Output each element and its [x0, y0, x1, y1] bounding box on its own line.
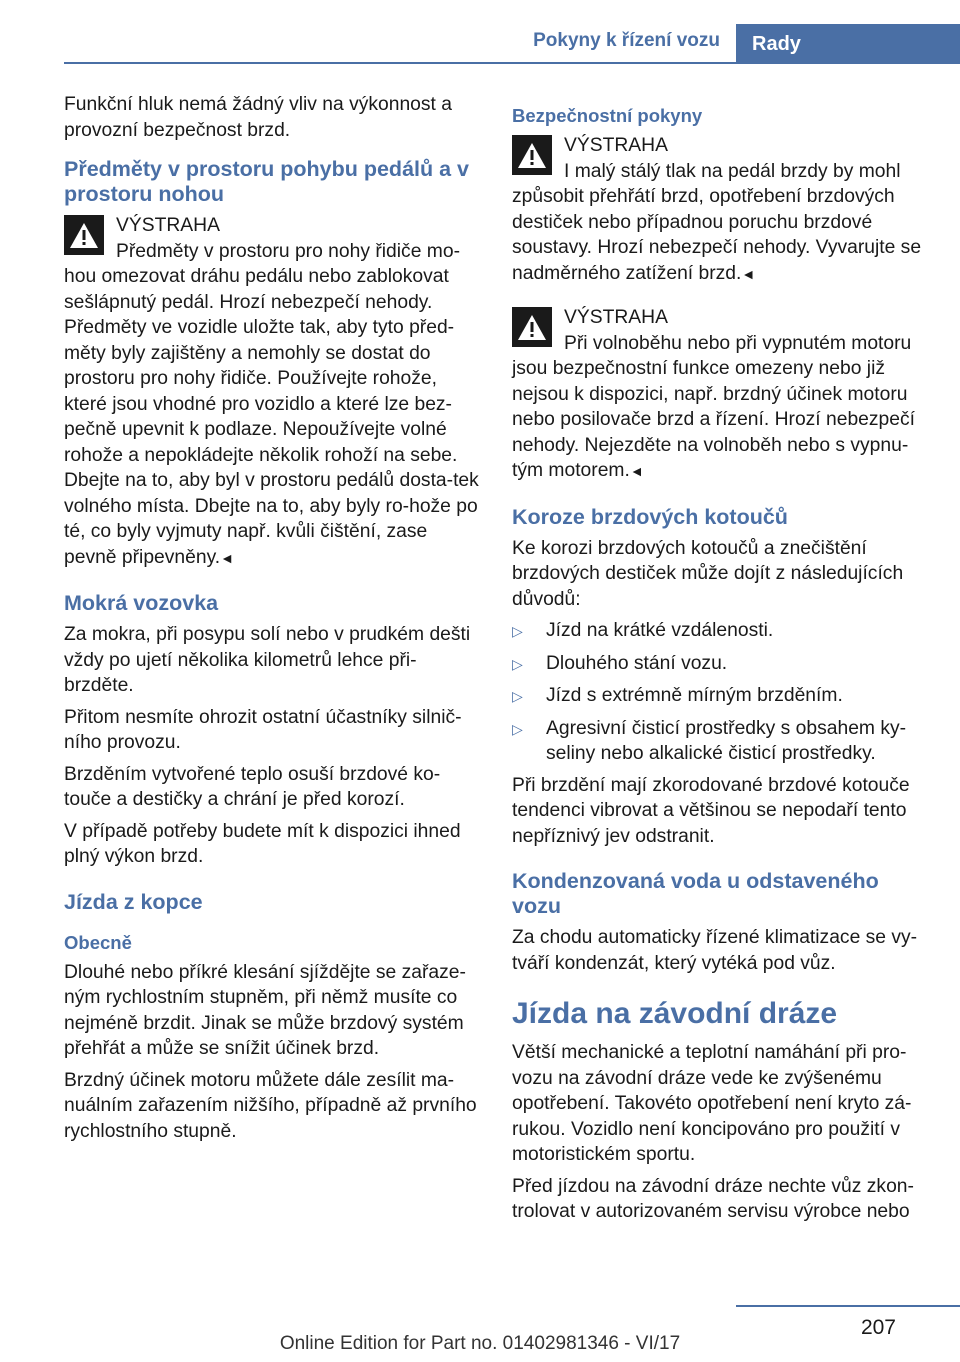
- list-item-text: Agresivní čisticí prostředky s obsahem ky‐seliny nebo alkalické čisticí prostředky.: [546, 717, 907, 764]
- bullet-triangle-icon: ▷: [512, 655, 523, 672]
- koroze-list: [512, 618, 930, 767]
- paragraph: Dlouhé nebo příkré klesání sjíždějte se zařaze‐ným rychlostním stupněm, při němž musíte co nejméně brzdit. Jinak se může brzdový systém přehřát a může se snížit účinek brzd.: [64, 961, 466, 1059]
- warning-text-first-line: Předměty v prostoru pro nohy řidiče mo‐: [116, 240, 460, 262]
- subheading-bezpecnostni-pokyny: Bezpečnostní pokyny: [512, 105, 703, 126]
- heading-predmety: Předměty v prostoru pohybu pedálů a v prostoru nohou: [64, 157, 469, 206]
- edition-footer: Online Edition for Part no. 01402981346 - VI/17: [279, 1333, 681, 1354]
- paragraph: Ke korozi brzdových kotoučů a znečištění brzdových destiček může dojít z následujících důvodů:: [512, 537, 904, 610]
- warning-block-1: [64, 213, 479, 571]
- paragraph: Při brzdění mají zkorodované brzdové kotouče tendenci vibrovat a většinou se nepodaří tento nepříznivý jev odstranit.: [512, 774, 910, 847]
- footer-rule: [736, 1305, 960, 1307]
- warning-triangle-icon: [64, 215, 104, 255]
- warning-text: jsou bezpečnostní funkce omezeny nebo již nejsou k dispozici, např. brzdný účinek motoru nebo posilovače brzd a řízení. Hrozí nebezpečí nehody. Nejezděte na volnoběh nebo s vypnu‐tým motorem.: [512, 358, 915, 481]
- intro-paragraph: Funkční hluk nemá žádný vliv na výkonnost a provozní bezpečnost brzd.: [64, 94, 452, 141]
- heading-mokra-vozovka: Mokrá vozovka: [64, 591, 219, 615]
- right-column: [512, 104, 930, 1231]
- list-item-text: Jízd s extrémně mírným brzděním.: [546, 685, 843, 706]
- list-item: [512, 618, 930, 645]
- paragraph: Brzděním vytvořené teplo osuší brzdové ko‐touče a destičky a chrání je před korozí.: [64, 763, 441, 810]
- end-mark: ◄: [741, 265, 756, 282]
- paragraph: V případě potřeby budete mít k dispozici ihned plný výkon brzd.: [64, 820, 461, 867]
- warning-block-2: [512, 133, 930, 287]
- paragraph: Za mokra, při posypu solí nebo v prudkém dešti vždy po ujetí několika kilometrů lehce při‐brzděte.: [64, 624, 471, 696]
- paragraph: Za chodu automaticky řízené klimatizace se vy‐tváří kondenzát, který vytéká pod vůz.: [512, 927, 918, 974]
- page-number: 207: [860, 1316, 896, 1339]
- warning-title: VÝSTRAHA: [564, 135, 668, 156]
- header-section-title: Pokyny k řízení vozu: [533, 30, 720, 51]
- end-mark: ◄: [629, 463, 644, 479]
- list-item: [512, 683, 930, 710]
- heading-jizda-na-zavodni-draze: Jízda na závodní dráze: [512, 997, 838, 1030]
- bullet-triangle-icon: ▷: [512, 720, 523, 737]
- heading-jizda-z-kopce: Jízda z kopce: [64, 889, 203, 914]
- warning-text: způsobit přehřátí brzd, opotřebení brzdových destiček nebo případnou poruchu brzdové soustavy. Hrozí nebezpečí nehody. Vyvarujte se nadměrného zatížení brzd.: [512, 186, 922, 284]
- list-item-text: Jízd na krátké vzdálenosti.: [546, 620, 774, 641]
- warning-title: VÝSTRAHA: [116, 215, 220, 236]
- heading-kondenzovana-voda: Kondenzovaná voda u odstaveného vozu: [512, 869, 879, 918]
- list-item-text: Dlouhého stání vozu.: [546, 652, 728, 674]
- paragraph: Brzdný účinek motoru můžete dále zesílit ma‐nuálním zařazením nižšího, případně až prvního rychlostního stupně.: [64, 1069, 477, 1142]
- warning-text-first-line: Při volnoběhu nebo při vypnutém motoru: [564, 332, 912, 354]
- list-item: [512, 716, 930, 767]
- list-item: [512, 651, 930, 678]
- left-column: [64, 92, 479, 1150]
- header-rule: [64, 62, 960, 64]
- warning-text-first-line: I malý stálý tlak na pedál brzdy by mohl: [564, 160, 901, 182]
- subheading-obecne: Obecně: [64, 931, 132, 953]
- warning-block-3: [512, 305, 930, 485]
- bullet-triangle-icon: ▷: [512, 623, 523, 639]
- paragraph: Přitom nesmíte ohrozit ostatní účastníky silnič‐ního provozu.: [64, 706, 462, 753]
- bullet-triangle-icon: ▷: [512, 688, 523, 704]
- paragraph: Před jízdou na závodní dráze nechte vůz zkon‐trolovat v autorizovaném servisu výrobce nebo: [512, 1175, 914, 1222]
- end-mark: ◄: [220, 549, 235, 566]
- warning-triangle-icon: [512, 135, 552, 175]
- header-chapter-tab: Rady: [736, 24, 960, 64]
- warning-triangle-icon: [512, 307, 552, 347]
- page-header: [0, 0, 960, 64]
- paragraph: Větší mechanické a teplotní namáhání při pro‐vozu na závodní dráze vede ke zvýšenému opotřebení. Takovéto opotřebení není kryto zá‐rukou. Vozidlo není koncipováno pro použití v motoristickém sportu.: [512, 1042, 912, 1165]
- heading-koroze: Koroze brzdových kotoučů: [512, 504, 788, 529]
- warning-text: hou omezovat dráhu pedálu nebo zablokovat sešlápnutý pedál. Hrozí nebezpečí nehody. Předměty ve vozidle uložte tak, aby tyto před‐měty byly zajištěny a nemohly se dostat do prostoru pro nohy řidiče. Používejte rohože, které jsou vhodné pro vozidlo a které lze bez‐pečně upevnit k podlaze. Nepoužívejte volné rohože a nepokládejte několik rohoží na sebe. Dbejte na to, aby byl v prostoru pedálů dosta‐tek volného místa. Dbejte na to, aby byly ro‐hože po té, co byly vyjmuty např. kvůli čištění, zase pevně připevněny.: [64, 266, 479, 568]
- warning-title: VÝSTRAHA: [564, 307, 668, 328]
